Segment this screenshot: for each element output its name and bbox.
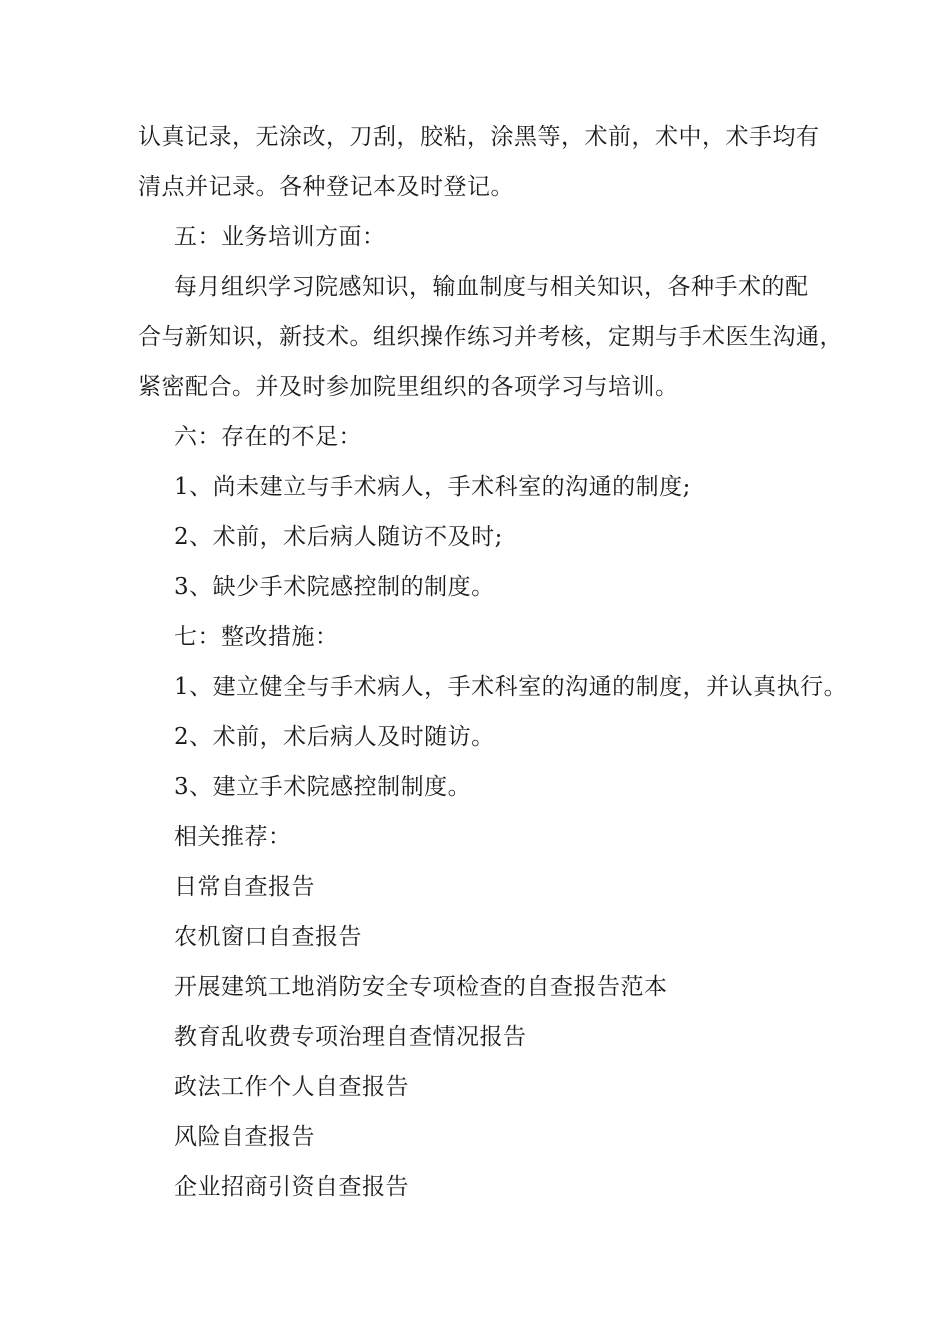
related-link[interactable]: 教育乱收费专项治理自查情况报告 (174, 1024, 527, 1050)
related-link[interactable]: 农机窗口自查报告 (174, 924, 362, 950)
list-item: 2、术前，术后病人随访不及时; (174, 524, 503, 550)
section-heading: 六：存在的不足： (174, 424, 362, 450)
section-heading: 五：业务培训方面： (174, 224, 386, 250)
related-link[interactable]: 企业招商引资自查报告 (174, 1174, 409, 1200)
paragraph-line: 合与新知识，新技术。组织操作练习并考核，定期与手术医生沟通， (138, 324, 843, 350)
list-item: 3、缺少手术院感控制的制度。 (174, 574, 495, 600)
list-item: 1、建立健全与手术病人，手术科室的沟通的制度，并认真执行。 (174, 674, 848, 700)
paragraph-line: 每月组织学习院感知识，输血制度与相关知识，各种手术的配 (174, 274, 809, 300)
list-item: 3、建立手术院感控制制度。 (174, 774, 472, 800)
related-link[interactable]: 开展建筑工地消防安全专项检查的自查报告范本 (174, 974, 668, 1000)
related-heading: 相关推荐： (174, 824, 292, 850)
list-item: 1、尚未建立与手术病人，手术科室的沟通的制度; (174, 474, 691, 500)
paragraph-line: 紧密配合。并及时参加院里组织的各项学习与培训。 (138, 374, 679, 400)
section-heading: 七：整改措施： (174, 624, 339, 650)
paragraph-line: 清点并记录。各种登记本及时登记。 (138, 174, 514, 200)
related-link[interactable]: 政法工作个人自查报告 (174, 1074, 409, 1100)
list-item: 2、术前，术后病人及时随访。 (174, 724, 495, 750)
related-link[interactable]: 日常自查报告 (174, 874, 315, 900)
paragraph-line: 认真记录，无涂改，刀刮，胶粘，涂黑等，术前，术中，术手均有 (138, 124, 820, 150)
related-link[interactable]: 风险自查报告 (174, 1124, 315, 1150)
